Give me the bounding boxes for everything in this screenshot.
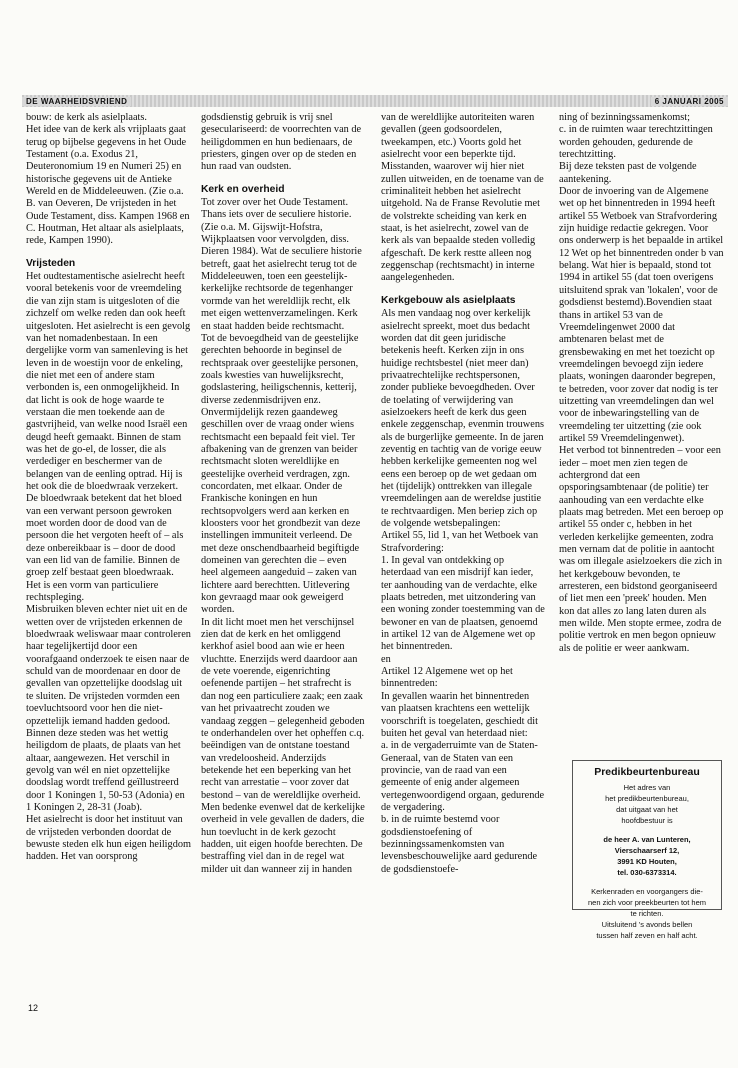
section-heading: Kerk en overheid [201,183,285,195]
box-note-line: te richten. [630,909,664,918]
paragraph: bouw: de kerk als asielplaats. [26,112,147,123]
box-intro-line: het predikbeurtenbureau, [605,794,689,803]
paragraph: en [381,653,391,665]
paragraph: Bij deze teksten past de volgende aantekening. [559,161,697,185]
paragraph: Het verbod tot binnentreden – voor een ieder – moet men zien tegen de achtergrond dat een opsporingsambtenaar (de politie) ter aanhouding van een verdachte elke plaats mag betreden. Met een beroep op artikel 55 onder c, hebben in het verleden kerkelijke gemeenten, zodra men vernam dat de politie in aantocht was om illegale asielzoekers die zich in het kerkgebouw bevonden, te arresteren, een bidstond georganiseerd of liet men een 'preek' houden. Men kon dat alles zo lang laten duren als men wilde. Men stopte ermee, zodra de politie vertrok en men begon opnieuw als de politie er weer aankwam. [559,445,724,654]
column-1 [26,112,191,864]
box-note-line: Uitsluitend 's avonds bellen [601,920,693,929]
box-note-line: nen zich voor preekbeurten tot hem [588,898,706,907]
paragraph: Het oudtestamentische asielrecht heeft vooral betekenis voor de vreemdeling die van zijn stam is uitgesloten of die zichzelf om welke reden dan ook heeft uitgesloten. Het asielrecht is een gevolg van het nomadenbestaan. In een dergelijke vorm van samenleving is het leven in de woestijn voor de enkeling, die niet met een of andere stam verbonden is, een onmogelijkheid. In dat licht is ook de hoge waarde te verstaan die men toekende aan de gastvrijheid, van welke nood Israël een deugd heeft gemaakt. Binnen de stam was het de go-el, de losser, die als verdediger en beschermer van de belangen van de eenling optrad. Hij is het ook die de bloedwraak verzekert. De bloedwraak betekent dat het bloed van een verwant persoon gewroken moet worden door de dood van de persoon die het vergoten heeft of – als deze onbereikbaar is – door de dood van een lid van de familie. Binnen de groep zelf bestaat geen bloedwraak. Het is een vorm van particuliere rechtspleging. [26,271,191,604]
issue-date: 6 JANUARI 2005 [651,97,728,106]
page-number: 12 [28,1003,39,1013]
paragraph: In gevallen waarin het binnentreden van plaatsen krachtens een wettelijk voorschrift is toegelaten, geschiedt dit buiten het geval van heterdaad niet: [381,690,538,739]
box-note-line: Kerkenraden en voorgangers die- [591,887,703,896]
column-2 [201,112,366,876]
paragraph: 1. In geval van ontdekking op heterdaad van een misdrijf kan ieder, ter aanhouding van de verdachte, elke plaats betreden, met uitzondering van een woning zonder toestemming van de bewoner en van de plaatsen, genoemd in artikel 12 van de Algemene wet op het binnentreden. [381,555,545,653]
paragraph: ning of bezinningssamenkomst; [559,112,690,123]
box-intro-line: Het adres van [623,783,671,792]
box-address-line: de heer A. van Lunteren, [603,835,691,844]
paragraph: Misbruiken bleven echter niet uit en de wetten over de vrijsteden erkennen de bloedwraak weliswaar maar controleren haar tegelijkertijd door een voorafgaand onderzoek te eisen naar de schuld van de moordenaar en door de gevallen van opzettelijke doodslag uit te sluiten. De vrijsteden vormden een toevluchtsoord voor hen die niet-opzettelijk iemand hadden gedood. Binnen deze steden was het wettig heiligdom de plaats, de plaats van het altaar, aangewezen. Het verschil in gevolg van wél en niet opzettelijke doodslag wordt treffend geïllustreerd door 1 Koningen 1, 50-53 (Adonia) en 1 Koningen 2, 28-31 (Joab). [26,604,191,813]
paragraph: Tot zover over het Oude Testament. Thans iets over de seculiere historie. (Zie o.a. M. Gijswijt-Hofstra, Wijkplaatsen voor vervolgden, diss. Dieren 1984). Wat de seculiere historie betreft, gaat het asielrecht terug tot de Middeleeuwen, toen een geestelijk-kerkelijke rechtsorde de tegenhanger vormde van het wereldlijk recht, elk met eigen wettenverzamelingen. Kerk en staat hadden beide rechtsmacht. [201,197,362,332]
paragraph: In dit licht moet men het verschijnsel zien dat de kerk en het omliggend kerkhof asiel bood aan wie er heen vluchtte. Enerzijds werd daardoor aan de vete voerende, eigenrichting oefenende partijen – het strafrecht is dan nog een particuliere zaak; een zaak van het privaatrecht zouden we vandaag zeggen – gelegenheid geboden te onderhandelen over het opheffen c.q. beëindigen van de ontstane toestand van vredeloosheid. Anderzijds betekende het een beperking van het recht van arrestatie – voor zover dat bestond – van de wereldlijke overheid. [201,616,365,801]
paragraph: a. in de vergaderruimte van de Staten-Generaal, van de Staten van een provincie, van de raad van een gemeente of enig ander algemeen vertegenwoordigend orgaan, gedurende de vergadering. [381,740,545,813]
paragraph: b. in de ruimte bestemd voor godsdienstoefening of bezinningssamenkomsten van levensbeschouwelijke aard gedurende de godsdienstoefe- [381,814,538,875]
box-title: Predikbeurtenbureau [594,766,700,778]
predikbeurtenbureau-box [572,760,722,940]
paragraph: van de wereldlijke autoriteiten waren gevallen (geen godsoordelen, tweekampen, etc.) Voorts gold het asielrecht voor een beperkte tijd. Misstanden, waarover wij hier niet zullen uitweiden, en de toename van de criminaliteit hebben het asielrecht uitgehold. Na de Franse Revolutie met de volstrekte scheiding van kerk en staat, is het asielrecht, zowel van de kerk als van bepaalde steden volledig afgeschaft. De kerk restte alleen nog zeggenschap (rechtsmacht) in interne aangelegenheden. [381,112,544,284]
section-heading: Kerkgebouw als asielplaats [381,294,516,306]
box-intro-line: dat uitgaat van het [616,805,678,814]
paragraph: c. in de ruimten waar terechtzittingen worden gehouden, gedurende de terechtzitting. [559,124,713,161]
box-note-line: tussen half zeven en half acht. [596,931,698,940]
column-4 [559,112,724,655]
paragraph: Artikel 55, lid 1, van het Wetboek van Strafvordering: [381,530,539,554]
publication-name: DE WAARHEIDSVRIEND [22,97,131,106]
paragraph: Men bedenke evenwel dat de kerkelijke overheid in vele gevallen de daders, die hun toevlucht in de kerk gezocht hadden, uit eigen hoofde berechten. De bestraffing viel dan in de regel wat milder uit dan wanneer zij in handen [201,801,365,875]
section-heading: Vrijsteden [26,257,76,269]
box-intro-line: hoofdbestuur is [621,816,673,825]
column-3 [381,112,546,876]
paragraph: Het idee van de kerk als vrijplaats gaat terug op bijbelse gegevens in het Oude Testament (o.a. Exodus 21, Deuteronomium 19 en Numeri 25) en historische gegevens uit de Antieke Wereld en de Middeleeuwen. (Zie o.a. B. van Oeveren, De vrijsteden in het Oude Testament, diss. Kampen 1968 en C. Houtman, Het altaar als asielplaats, rede, Kampen 1990). [26,124,190,247]
paragraph: godsdienstig gebruik is vrij snel geseculariseerd: de voorrechten van de heiligdommen en hun bedienaars, de priesters, gingen over op de steden en hun raad van oudsten. [201,112,362,173]
box-address-line: tel. 030-6373314. [617,868,677,877]
paragraph: Artikel 12 Algemene wet op het binnentreden: [381,666,513,690]
paragraph: Het asielrecht is door het instituut van de vrijsteden verbonden doordat de bewuste steden elk hun eigen heiligdom hadden. Het van oorsprong [26,814,191,863]
box-address-line: Vierschaarserf 12, [614,846,680,855]
paragraph: Door de invoering van de Algemene wet op het binnentreden in 1994 heeft artikel 55 Wetboek van Strafvordering zijn huidige redactie gekregen. Voor ons onderwerp is het bepaalde in artikel 12 Wet op het binnentreden onder b van belang. Wat hier is bepaald, stond tot 1994 in artikel 55 (dat toen overigens uitsluitend sprak van 'lokalen', voor de godsdienst bestemd).Bovendien staat thans in artikel 53 van de Vreemdelingenwet 2000 dat ambtenaren belast met de grensbewaking en met het toezicht op vreemdelingen bevoegd zijn iedere plaats, woningen daaronder begrepen, te betreden, voor zover dat nodig is ter uitzetting van vreemdelingen dan wel voor de inbewaringstelling van de vreemdeling ter uitzetting (zie ook artikel 59 Vreemdelingenwet). [559,186,724,444]
page-header [22,95,728,107]
paragraph: Als men vandaag nog over kerkelijk asielrecht spreekt, moet dus bedacht worden dat dit geen juridische betekenis heeft. Kerken zijn in ons huidige rechtsbestel (niet meer dan) privaatrechtelijke rechtspersonen, zonder publieke bevoegdheden. Over de toelating of verwijdering van asielzoekers heeft de kerk dus geen enkele zeggenschap, evenmin trouwens als de burgerlijke gemeente. In de jaren zeventig en tachtig van de vorige eeuw hebben kerkelijke gemeenten nog wel eens een beroep op de wet gedaan om het (tijdelijk) onttrekken van illegale vreemdelingen aan de wereldse justitie te rechtvaardigen. Men beriep zich op de volgende wetsbepalingen: [381,308,544,529]
box-address-line: 3991 KD Houten, [617,857,677,866]
paragraph: Tot de bevoegdheid van de geestelijke gerechten behoorde in beginsel de rechtspraak over geestelijke personen, zoals kwesties van huwelijksrecht, godslastering, heiligschennis, ketterij, diverse zedenmisdrijven enz. Onvermijdelijk rezen gaandeweg geschillen over de vraag onder wiens rechtsmacht een bepaald feit viel. Ter afbakening van de grenzen van beider rechtsmacht sloten wereldlijke en geestelijke overheid verdragen, zgn. concordaten, met elkaar. Onder de Frankische koningen en hun rechtsopvolgers werd aan kerken en kloosters voor het grondbezit van deze instellingen immuniteit verleend. De met deze onschendbaarheid begiftigde domeinen van gerechten die – even heel algemeen aangeduid – zaken van lichtere aard berechtten. Uitlevering kon gevraagd maar ook geweigerd worden. [201,332,361,616]
